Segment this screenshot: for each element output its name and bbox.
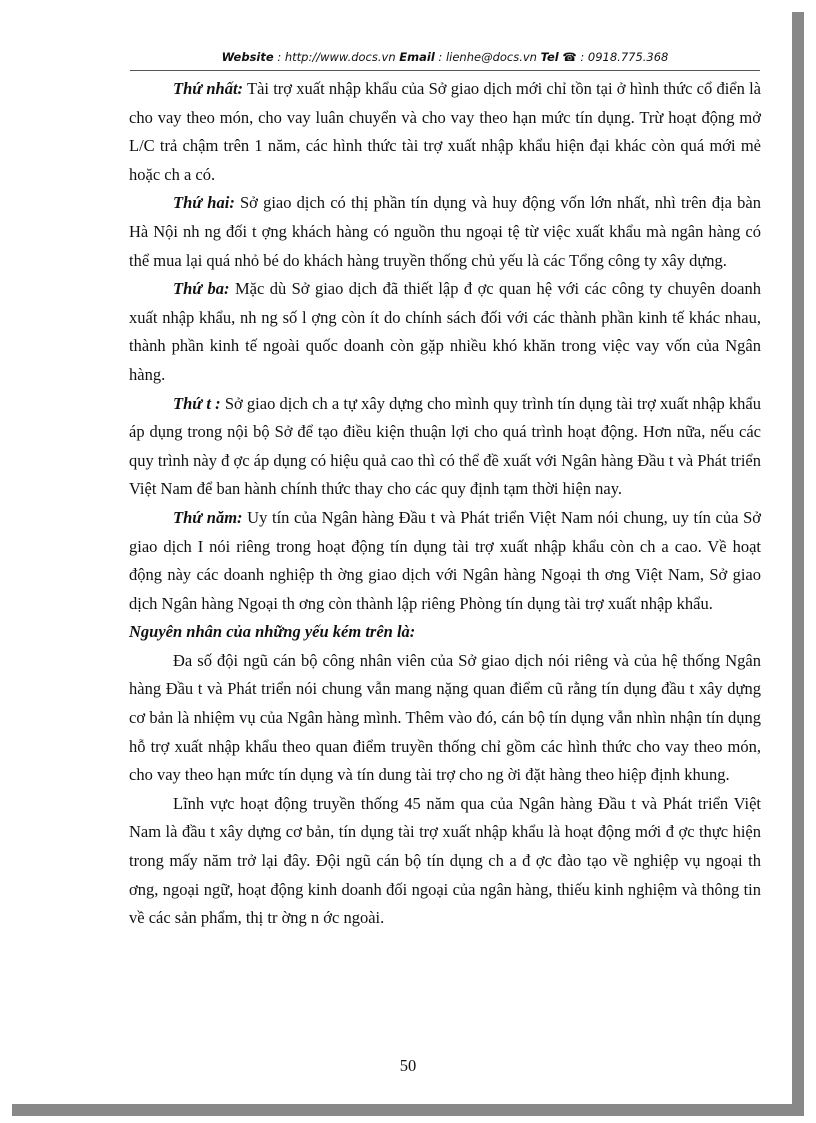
page-shadow-right [792, 12, 804, 1112]
paragraph-text: Mặc dù Sở giao dịch đã thiết lập đ ợc quan hệ với các công ty chuyên doanh xuất nhập khẩu, nh ng số l ợng còn ít do chính sách đối với các thành phần kinh tế khác nhau, thành phần kinh tế ngoài quốc doanh còn gặp nhiều khó khăn trong việc vay vốn của Ngân hàng. [129, 279, 761, 384]
paragraph-text: Tài trợ xuất nhập khẩu của Sở giao dịch mới chỉ tồn tại ở hình thức cổ điển là cho vay theo món, cho vay luân chuyển và cho vay theo hạn mức tín dụng. Trừ hoạt động mở L/C trả chậm trên 1 năm, các hình thức tài trợ xuất nhập khẩu hiện đại khác còn quá mới mẻ hoặc ch a có. [129, 79, 762, 184]
paragraph-third [129, 275, 761, 389]
page-header [130, 50, 760, 64]
website-value: : http://www.docs.vn [273, 50, 400, 64]
website-label: Website [221, 50, 274, 64]
body-paragraph: Lĩnh vực hoạt động truyền thống 45 năm qua của Ngân hàng Đầu t và Phát triển Việt Nam là đầu t xây dựng cơ bản, tín dụng tài trợ xuất nhập khẩu là hoạt động mới đ ợc thực hiện trong mấy năm trở lại đây. Đội ngũ cán bộ tín dụng ch a đ ợc đào tạo về nghiệp vụ ngoại th ơng, ngoại ngữ, hoạt động kinh doanh đối ngoại của ngân hàng, thiếu kinh nghiệm và thông tin về các sản phẩm, thị tr ờng n ớc ngoài. [129, 793, 761, 928]
email-value: : lienhe@docs.vn [434, 50, 541, 64]
paragraph-lead: Thứ t : [173, 393, 221, 413]
paragraph-fifth [129, 504, 761, 618]
paragraph-first [129, 75, 761, 189]
paragraph-second [129, 189, 761, 275]
tel-label: Tel [540, 50, 559, 64]
paragraph-text: Sở giao dịch có thị phần tín dụng và huy động vốn lớn nhất, nhì trên địa bàn Hà Nội nh ng đối t ợng khách hàng có nguồn thu ngoại tệ từ việc xuất khẩu mà ngân hàng có thể mua lại quá nhỏ bé do khách hàng truyền thống chủ yếu là các Tổng công ty xây dựng. [129, 193, 761, 270]
paragraph-fourth [129, 390, 761, 504]
paragraph-text: Sở giao dịch ch a tự xây dựng cho mình quy trình tín dụng tài trợ xuất nhập khẩu áp dụng trong nội bộ Sở để tạo điều kiện thuận lợi cho quá trình hoạt động. Hơn nữa, nếu các quy trình này đ ợc áp dụng có hiệu quả cao thì có thể đề xuất với Ngân hàng Đầu t và Phát triển Việt Nam để ban hành chính thức thay cho các quy định tạm thời hiện nay. [129, 393, 761, 499]
paragraph-text: Uy tín của Ngân hàng Đầu t và Phát triển Việt Nam nói chung, uy tín của Sở giao dịch I nói riêng trong hoạt động tín dụng tài trợ xuất nhập khẩu còn ch a cao. Về hoạt động này các doanh nghiệp th ờng giao dịch với Ngân hàng Ngoại th ơng Việt Nam, Sở giao dịch Ngân hàng Ngoại th ơng còn thành lập riêng Phòng tín dụng tài trợ xuất nhập khẩu. [129, 507, 761, 613]
paragraph-lead: Thứ ba: [173, 279, 230, 299]
page-shadow-bottom [12, 1104, 804, 1116]
paragraph-lead: Thứ năm: [173, 507, 243, 527]
page-number: 50 [399, 1056, 417, 1075]
header-divider [130, 70, 760, 71]
document-body [129, 75, 761, 933]
body-paragraph: Đa số đội ngũ cán bộ công nhân viên của Sở giao dịch nói riêng và của hệ thống Ngân hàng Đầu t và Phát triển nói chung vẫn mang nặng quan điểm cũ rằng tín dụng đầu t xây dựng cơ bản là nhiệm vụ của Ngân hàng mình. Thêm vào đó, cán bộ tín dụng vẫn nhìn nhận tín dụng hỗ trợ xuất nhập khẩu theo quan điểm truyền thống chỉ gồm các hình thức cho vay theo món, cho vay theo hạn mức tín dụng và tín dung tài trợ cho ng ời đặt hàng theo hiệp định khung. [129, 650, 761, 785]
section-heading: Nguyên nhân của những yếu kém trên là: [129, 622, 416, 642]
paragraph-lead: Thứ hai: [173, 193, 235, 213]
email-label: Email [399, 50, 435, 64]
tel-value: ☎ : 0918.775.368 [558, 50, 669, 64]
paragraph-lead: Thứ nhất: [173, 79, 244, 98]
